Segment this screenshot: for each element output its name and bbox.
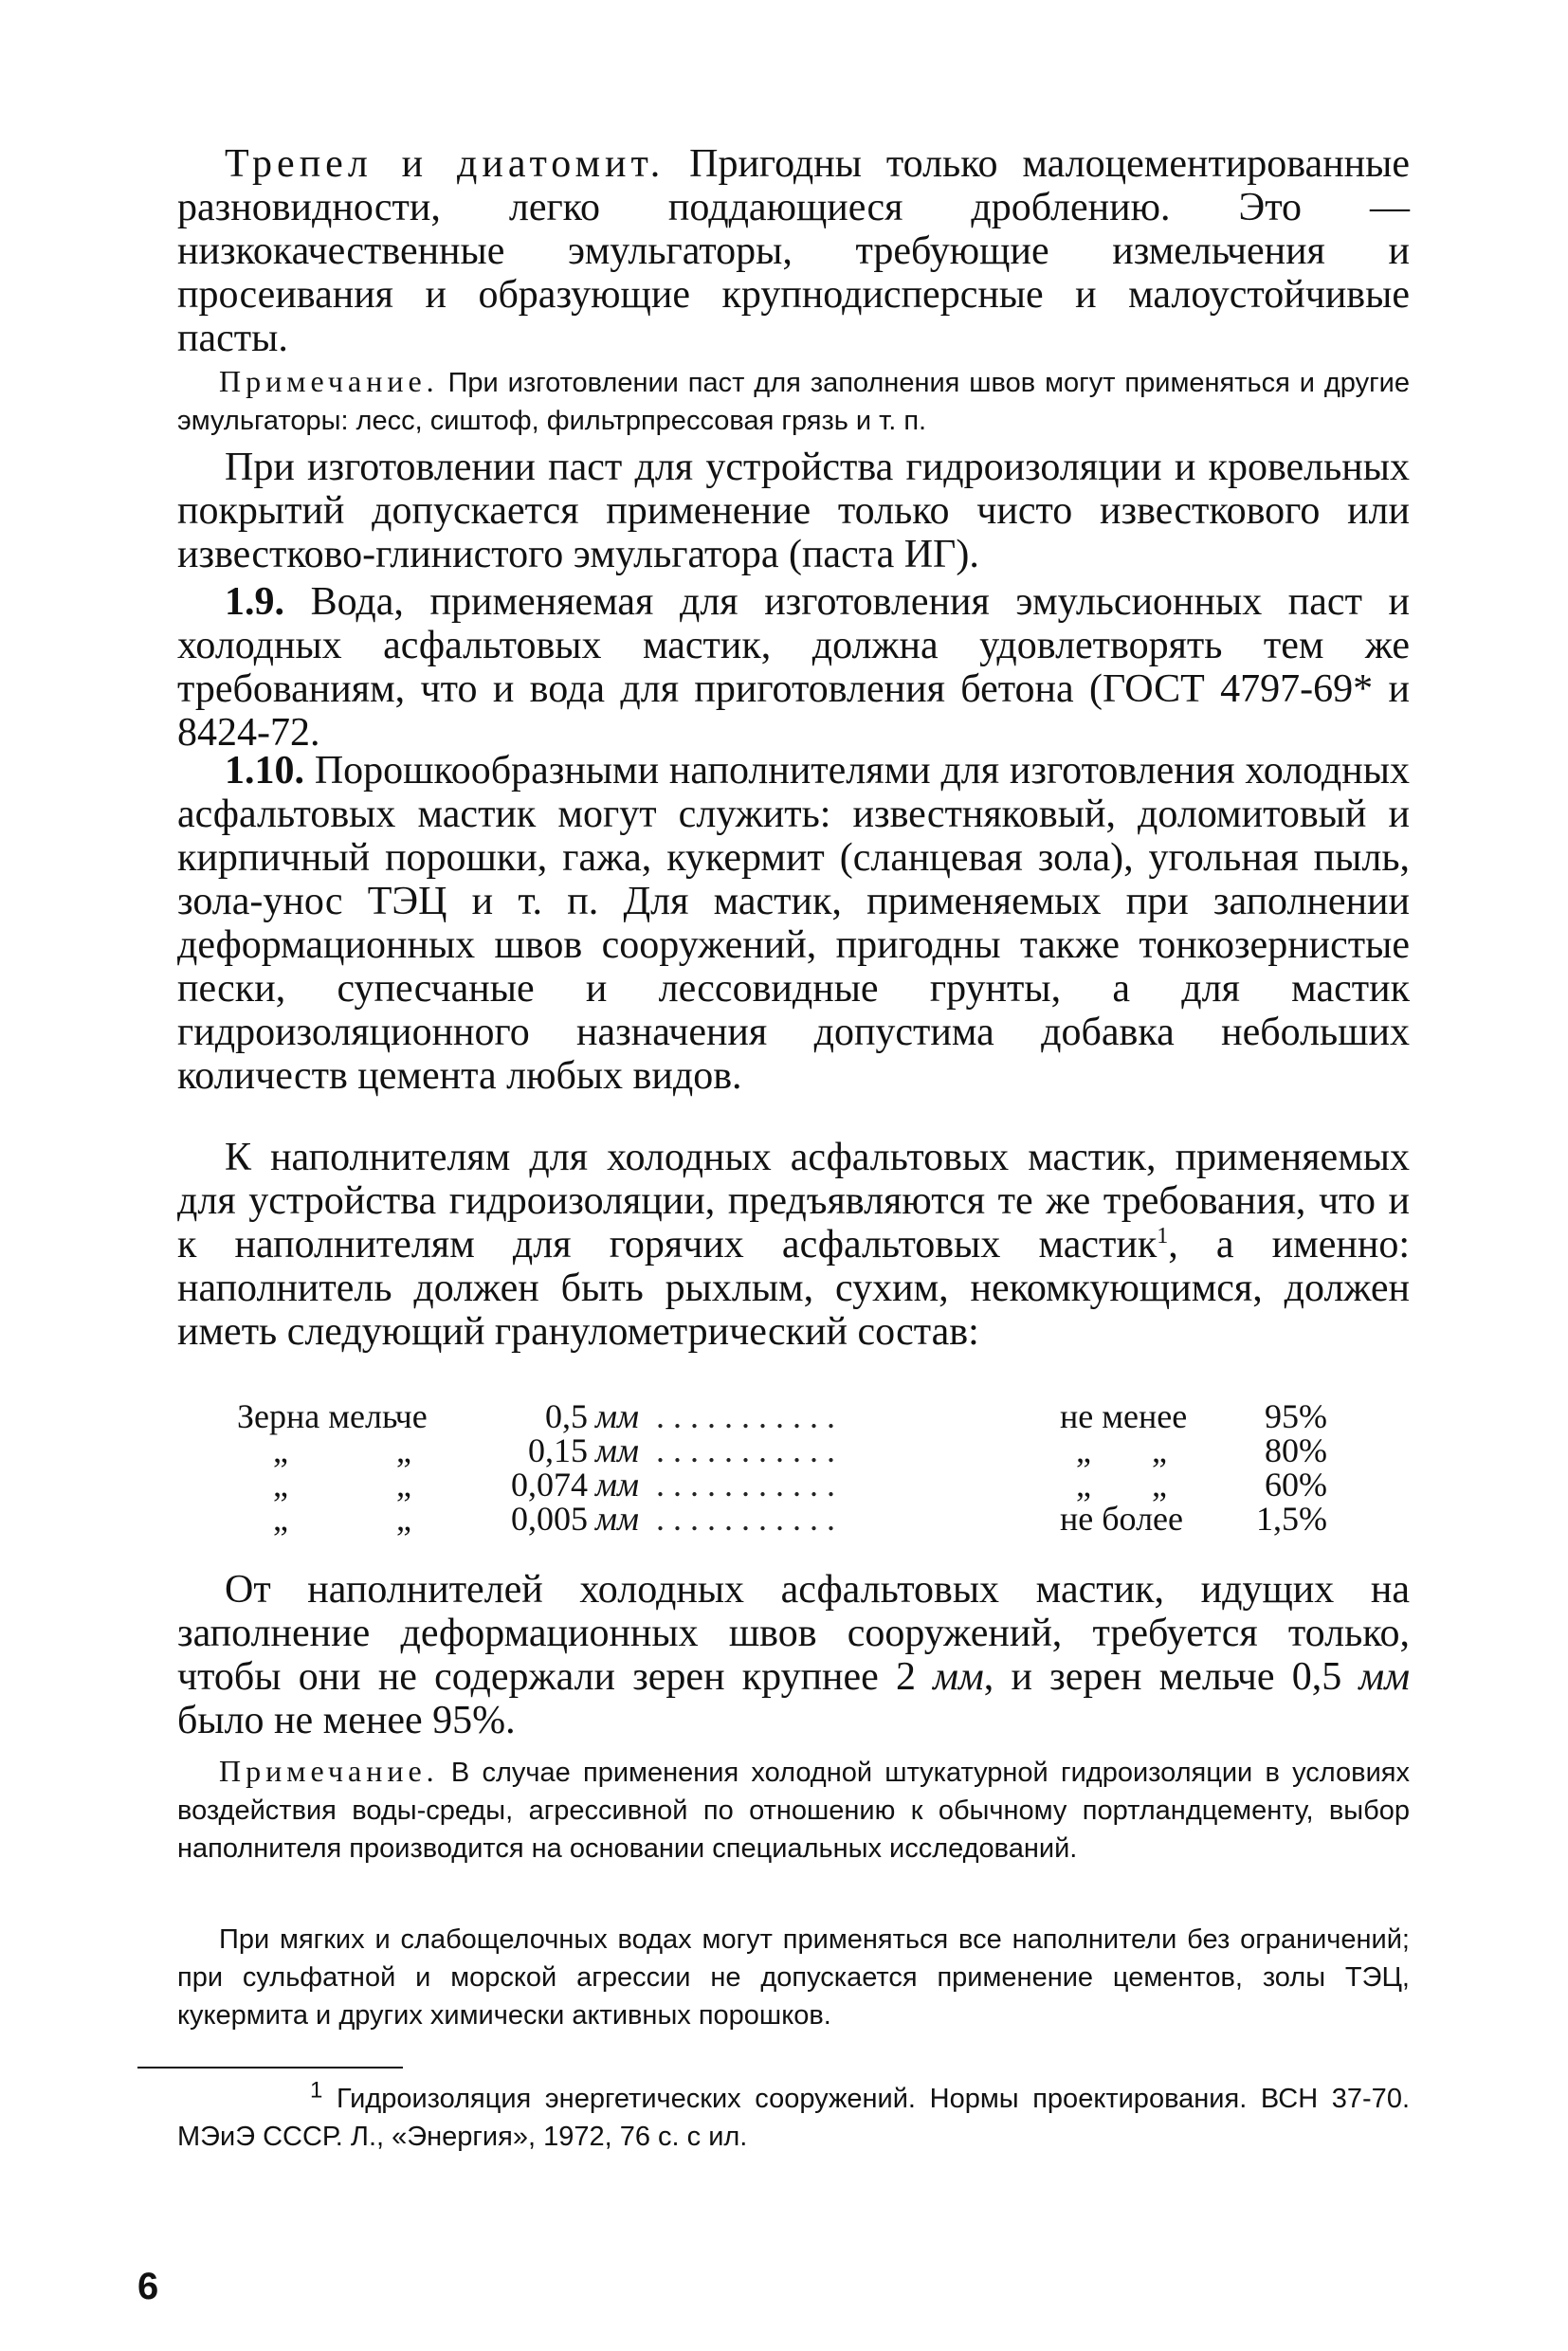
- paragraph-filler-requirements: К наполнителям для холодных асфальтовых мастик, применяемых для устройства гидроизоляции, предъявляются те же требования, что и к наполнителям для горячих асфальтовых мастик$^1$, а именно: наполнитель должен быть рыхлым, сухим, некомкующимся, должен иметь следующий гранулометрический состав:: [177, 1136, 1410, 1354]
- note-label: Примечание.: [219, 364, 439, 398]
- section-1-10: [177, 749, 1410, 1098]
- page-number: 6: [137, 2266, 159, 2307]
- term-trepel: Трепел и диатомит.: [225, 142, 665, 186]
- leader-dots: ...........: [656, 1431, 844, 1469]
- footnote-text: Гидроизоляция энергетических сооружений. Нормы проектирования. ВСН 37-70. МЭиЭ СССР. Л., «Энергия», 1972, 76 с. с ил.: [177, 2084, 1410, 2152]
- granulometry-table: [237, 1399, 1327, 1536]
- comparison: не более: [1060, 1500, 1184, 1538]
- ditto-mark: „: [1076, 1431, 1091, 1469]
- trepel-text: Пригодны только малоцементированные разновидности, легко поддающиеся дроблению. Это — низкокачественные эмульгаторы, требующие измельчения и просеивания и образующие крупнодисперсные и малоустойчивые пасты.: [177, 142, 1411, 360]
- granulometry-row: [237, 1467, 1327, 1502]
- granulometry-row: [237, 1399, 1327, 1433]
- leader-dots: ...........: [656, 1500, 844, 1538]
- section-number: 1.9.: [225, 580, 284, 624]
- grain-unit: мм: [595, 1431, 639, 1469]
- grain-unit: мм: [595, 1466, 639, 1504]
- leader-dots: ...........: [656, 1397, 844, 1435]
- ditto-mark: „: [396, 1466, 411, 1504]
- section-text: Вода, применяемая для изготовления эмульсионных паст и холодных асфальтовых мастик, должна удовлетворять тем же требованиям, что и вода для приготовления бетона (ГОСТ 4797-69* и 8424-72.: [177, 580, 1410, 755]
- grain-unit: мм: [595, 1397, 639, 1435]
- ditto-mark: „: [1076, 1466, 1091, 1504]
- ditto-mark: „: [1152, 1431, 1167, 1469]
- unit-mm: мм: [1358, 1655, 1411, 1699]
- grain-size: 0,5: [545, 1397, 588, 1435]
- comparison: не менее: [1060, 1397, 1188, 1435]
- note-text: В случае применения холодной штукатурной гидроизоляции в условиях воздействия воды-среды, агрессивной по отношению к обычному портландцементу, выбор наполнителя производится на основании специальных исследований.: [177, 1758, 1410, 1864]
- section-text: Порошкообразными наполнителями для изготовления холодных асфальтовых мастик могут служить: известняковый, доломитовый и кирпичный порошки, гажа, кукермит (сланцевая зола), угольная пыль, зола-унос ТЭЦ и т. п. Для мастик, применяемых при заполнении деформационных швов сооружений, пригодны также тонкозернистые пески, супесчаные и лессовидные грунты, а для мастик гидроизоляционного назначения допустима добавка небольших количеств цемента любых видов.: [177, 749, 1410, 1098]
- percent-value: 60%: [1265, 1466, 1327, 1504]
- note-plaster-waterproofing: [177, 1752, 1410, 1868]
- paragraph-trepel: [177, 142, 1410, 360]
- paragraph-paste-ig: При изготовлении паст для устройства гидроизоляции и кровельных покрытий допускается применение только чисто известкового или известково-глинистого эмульгатора (паста ИГ).: [177, 446, 1410, 576]
- footnote: [177, 2077, 1410, 2156]
- footnote-separator: [137, 2067, 403, 2069]
- row-label: Зерна мельче: [237, 1397, 428, 1435]
- unit-mm: мм: [933, 1655, 984, 1699]
- note-text: При изготовлении паст для заполнения швов могут применяться и другие эмульгаторы: лесс, сиштоф, фильтрпрессовая грязь и т. п.: [177, 368, 1410, 436]
- note-soft-waters: При мягких и слабощелочных водах могут применяться все наполнители без ограничений; при сульфатной и морской агрессии не допускается применение цементов, золы ТЭЦ, кукермита и других химически активных порошков.: [177, 1924, 1410, 2031]
- footnote-ref: 1: [1157, 1224, 1169, 1248]
- paragraph-deformation-joints: От наполнителей холодных асфальтовых мастик, идущих на заполнение деформационных швов сооружений, требуется только, чтобы они не содержали зерен крупнее 2 мм, и зерен мельче 0,5 мм было не менее 95%.: [177, 1568, 1411, 1742]
- percent-value: 1,5%: [1256, 1500, 1327, 1538]
- grain-size: 0,15: [528, 1431, 588, 1469]
- ditto-mark: „: [273, 1466, 288, 1504]
- percent-value: 95%: [1265, 1397, 1327, 1435]
- note-label: Примечание.: [219, 1754, 439, 1788]
- percent-value: 80%: [1265, 1431, 1327, 1469]
- granulometry-row: [237, 1433, 1327, 1467]
- ditto-mark: „: [273, 1500, 288, 1538]
- ditto-mark: „: [396, 1431, 411, 1469]
- ditto-mark: „: [396, 1500, 411, 1538]
- footnote-mark: 1: [310, 2077, 323, 2104]
- section-1-9: [177, 580, 1410, 755]
- grain-unit: мм: [595, 1500, 639, 1538]
- granulometry-row: [237, 1502, 1327, 1536]
- note-emulsifiers: [177, 362, 1410, 440]
- ditto-mark: „: [273, 1431, 288, 1469]
- leader-dots: ...........: [656, 1466, 844, 1504]
- grain-size: 0,074: [511, 1466, 588, 1504]
- section-number: 1.10.: [225, 749, 304, 793]
- grain-size: 0,005: [511, 1500, 588, 1538]
- ditto-mark: „: [1152, 1466, 1167, 1504]
